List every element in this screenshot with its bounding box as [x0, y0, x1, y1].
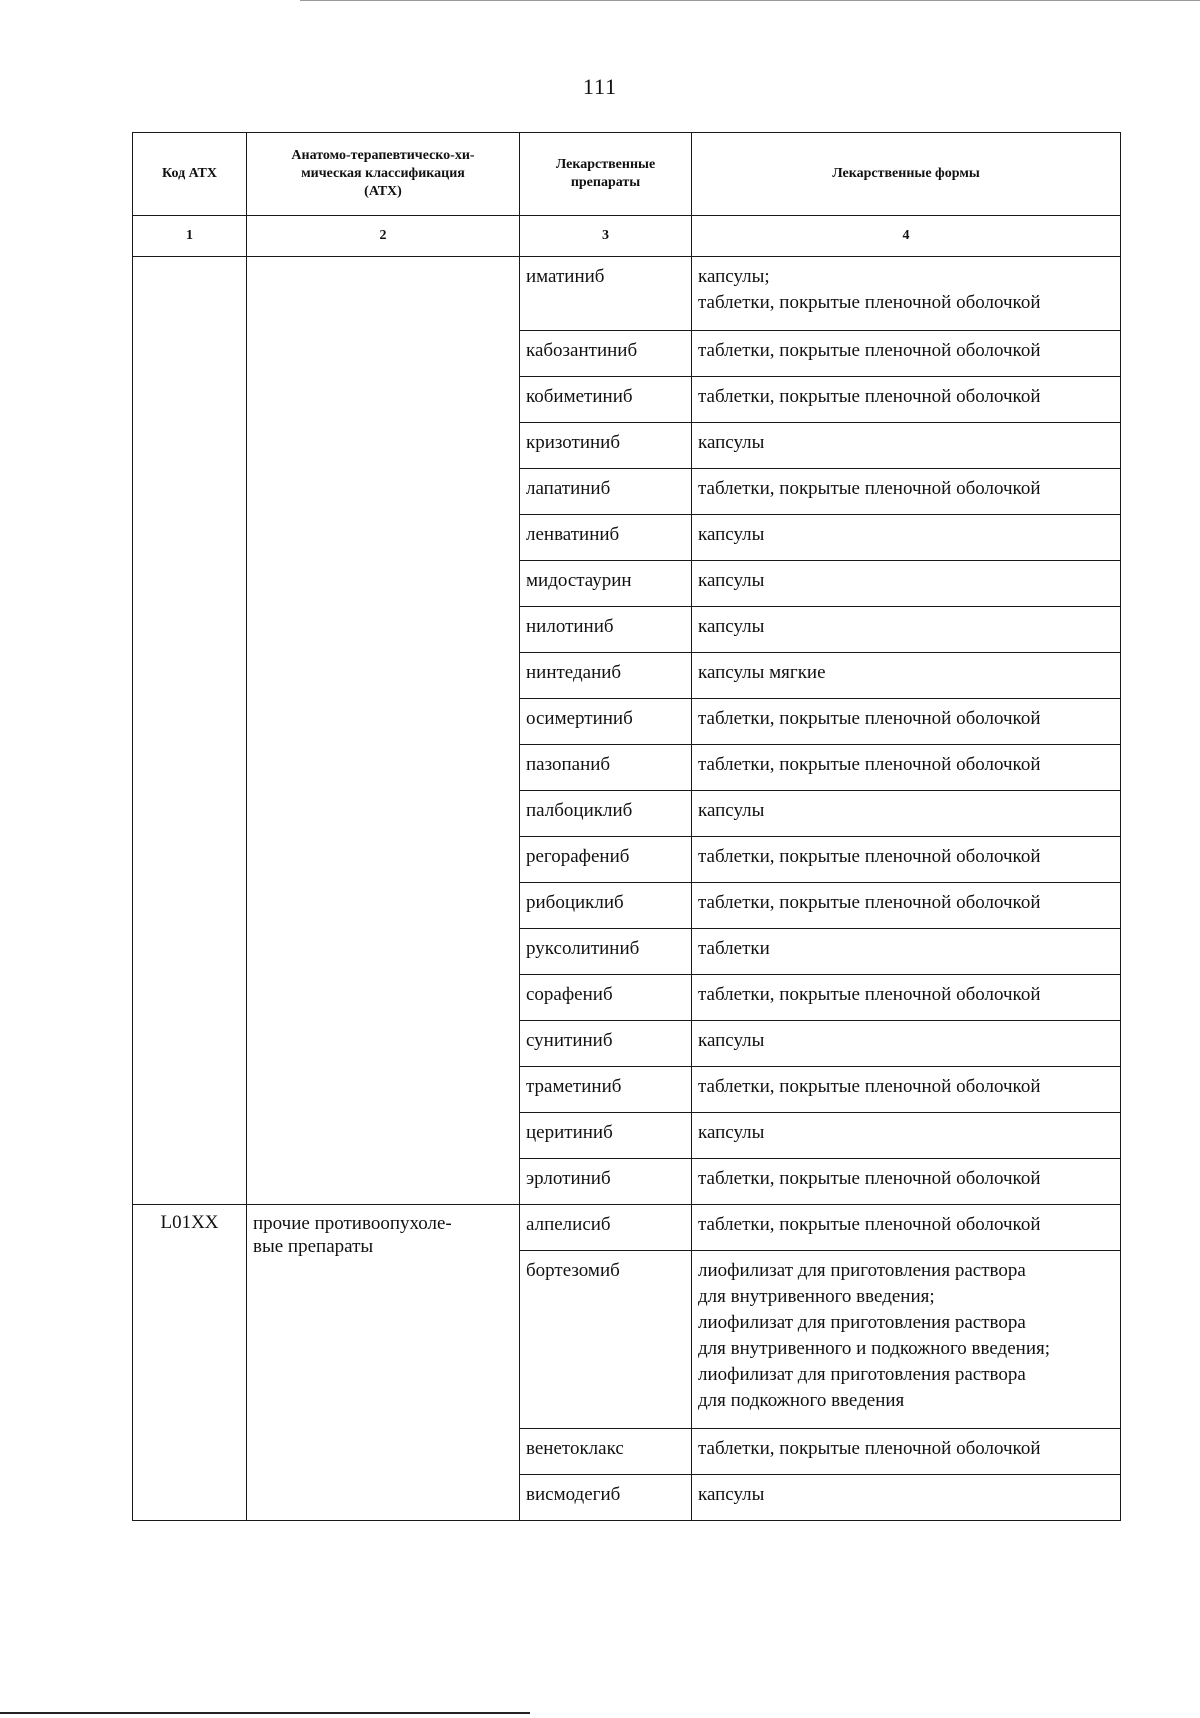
dosage-form-cell [692, 1205, 1121, 1251]
dosage-form-cell [692, 929, 1121, 975]
dosage-form-cell [692, 1159, 1121, 1205]
page-number: 111 [582, 74, 618, 99]
dosage-form-text: таблетки, покрытые пленочной оболочкой [698, 892, 1041, 913]
dosage-form-cell [692, 883, 1121, 929]
drug-name: церитиниб [520, 1113, 692, 1159]
dosage-form-cell [692, 837, 1121, 883]
table-row [133, 1205, 1121, 1251]
drug-name: осимертиниб [520, 699, 692, 745]
drug-name: алпелисиб [520, 1205, 692, 1251]
dosage-form-text: лиофилизат для приготовления раствора [698, 1364, 1026, 1385]
dosage-form-cell [692, 257, 1121, 331]
dosage-form-text: капсулы [698, 570, 765, 591]
dosage-form-cell [692, 653, 1121, 699]
dosage-form-text: таблетки, покрытые пленочной оболочкой [698, 754, 1041, 775]
dosage-form-text: для внутривенного введения; [698, 1286, 935, 1307]
dosage-form-text: для внутривенного и подкожного введения; [698, 1338, 1051, 1359]
dosage-form-text: таблетки, покрытые пленочной оболочкой [698, 386, 1041, 407]
dosage-form-cell [692, 745, 1121, 791]
dosage-form-text: лиофилизат для приготовления раствора [698, 1260, 1026, 1281]
dosage-form-cell [692, 1067, 1121, 1113]
classification-text: прочие противоопухоле- [253, 1213, 452, 1234]
dosage-form-cell [692, 423, 1121, 469]
dosage-form-cell [692, 561, 1121, 607]
column-number: 4 [692, 216, 1121, 257]
dosage-form-cell [692, 1475, 1121, 1521]
dosage-form-cell [692, 515, 1121, 561]
header-col3-line: Лекарственные [555, 157, 656, 172]
column-number: 1 [133, 216, 247, 257]
dosage-form-cell [692, 1251, 1121, 1429]
dosage-form-text: капсулы [698, 1122, 765, 1143]
dosage-form-text: таблетки, покрытые пленочной оболочкой [698, 340, 1041, 361]
drug-name: нинтеданиб [520, 653, 692, 699]
drug-name: сунитиниб [520, 1021, 692, 1067]
drug-name: иматиниб [520, 257, 692, 331]
dosage-form-text: таблетки, покрытые пленочной оболочкой [698, 1168, 1041, 1189]
dosage-form-text: таблетки, покрытые пленочной оболочкой [698, 984, 1041, 1005]
drug-name: бортезомиб [520, 1251, 692, 1429]
drug-name: сорафениб [520, 975, 692, 1021]
table-row [133, 257, 1121, 331]
header-col3-line: препараты [570, 175, 641, 190]
drug-name: палбоциклиб [520, 791, 692, 837]
header-row [133, 133, 1121, 216]
dosage-form-cell [692, 1429, 1121, 1475]
table-body [133, 216, 1121, 1521]
dosage-form-cell [692, 331, 1121, 377]
drug-name: руксолитиниб [520, 929, 692, 975]
dosage-form-text: лиофилизат для приготовления раствора [698, 1312, 1026, 1333]
dosage-form-cell [692, 607, 1121, 653]
dosage-form-cell [692, 377, 1121, 423]
atc-code-cell: L01XX [133, 1205, 247, 1521]
header-dosage-forms: Лекарственные формы [692, 133, 1121, 216]
drug-name: нилотиниб [520, 607, 692, 653]
dosage-form-text: капсулы [698, 1030, 765, 1051]
dosage-form-cell [692, 975, 1121, 1021]
header-col2-line: мическая классификация [301, 166, 465, 181]
dosage-form-text: таблетки, покрытые пленочной оболочкой [698, 846, 1041, 867]
dosage-form-text: таблетки, покрытые пленочной оболочкой [698, 1438, 1041, 1459]
dosage-form-cell [692, 791, 1121, 837]
dosage-form-cell [692, 1021, 1121, 1067]
drug-name: пазопаниб [520, 745, 692, 791]
dosage-form-text: капсулы мягкие [698, 662, 826, 683]
drug-name: мидостаурин [520, 561, 692, 607]
drug-name: регорафениб [520, 837, 692, 883]
dosage-form-text: для подкожного введения [698, 1390, 905, 1411]
header-col2-line: (АТХ) [364, 184, 402, 199]
dosage-form-text: капсулы; [698, 266, 770, 287]
header-col2-line: Анатомо-терапевтическо-хи- [291, 148, 475, 163]
dosage-form-text: капсулы [698, 432, 765, 453]
column-number: 2 [247, 216, 520, 257]
drug-name: кобиметиниб [520, 377, 692, 423]
drug-name: кризотиниб [520, 423, 692, 469]
header-atc-classification [247, 133, 520, 216]
header-atc-code: Код АТХ [133, 133, 247, 216]
top-scan-rule [300, 0, 1200, 1]
dosage-form-cell [692, 469, 1121, 515]
drug-name: лапатиниб [520, 469, 692, 515]
dosage-form-text: таблетки, покрытые пленочной оболочкой [698, 1214, 1041, 1235]
drug-name: висмодегиб [520, 1475, 692, 1521]
drug-name: ленватиниб [520, 515, 692, 561]
dosage-form-text: таблетки, покрытые пленочной оболочкой [698, 708, 1041, 729]
column-number-row [133, 216, 1121, 257]
drug-table [132, 132, 1121, 1521]
header-drugs [520, 133, 692, 216]
dosage-form-cell [692, 699, 1121, 745]
dosage-form-text: таблетки, покрытые пленочной оболочкой [698, 1076, 1041, 1097]
column-number: 3 [520, 216, 692, 257]
dosage-form-text: таблетки [698, 938, 770, 959]
dosage-form-text: капсулы [698, 800, 765, 821]
dosage-form-text: капсулы [698, 1484, 765, 1505]
atc-classification-cell [247, 257, 520, 1205]
dosage-form-text: капсулы [698, 524, 765, 545]
classification-text: вые препараты [253, 1236, 374, 1257]
drug-name: венетоклакс [520, 1429, 692, 1475]
drug-name: траметиниб [520, 1067, 692, 1113]
bottom-scan-rule [0, 1712, 530, 1714]
drug-name: эрлотиниб [520, 1159, 692, 1205]
atc-code-cell [133, 257, 247, 1205]
dosage-form-cell [692, 1113, 1121, 1159]
drug-name: кабозантиниб [520, 331, 692, 377]
drug-name: рибоциклиб [520, 883, 692, 929]
atc-classification-cell [247, 1205, 520, 1521]
dosage-form-text: капсулы [698, 616, 765, 637]
dosage-form-text: таблетки, покрытые пленочной оболочкой [698, 478, 1041, 499]
dosage-form-text: таблетки, покрытые пленочной оболочкой [698, 292, 1041, 313]
